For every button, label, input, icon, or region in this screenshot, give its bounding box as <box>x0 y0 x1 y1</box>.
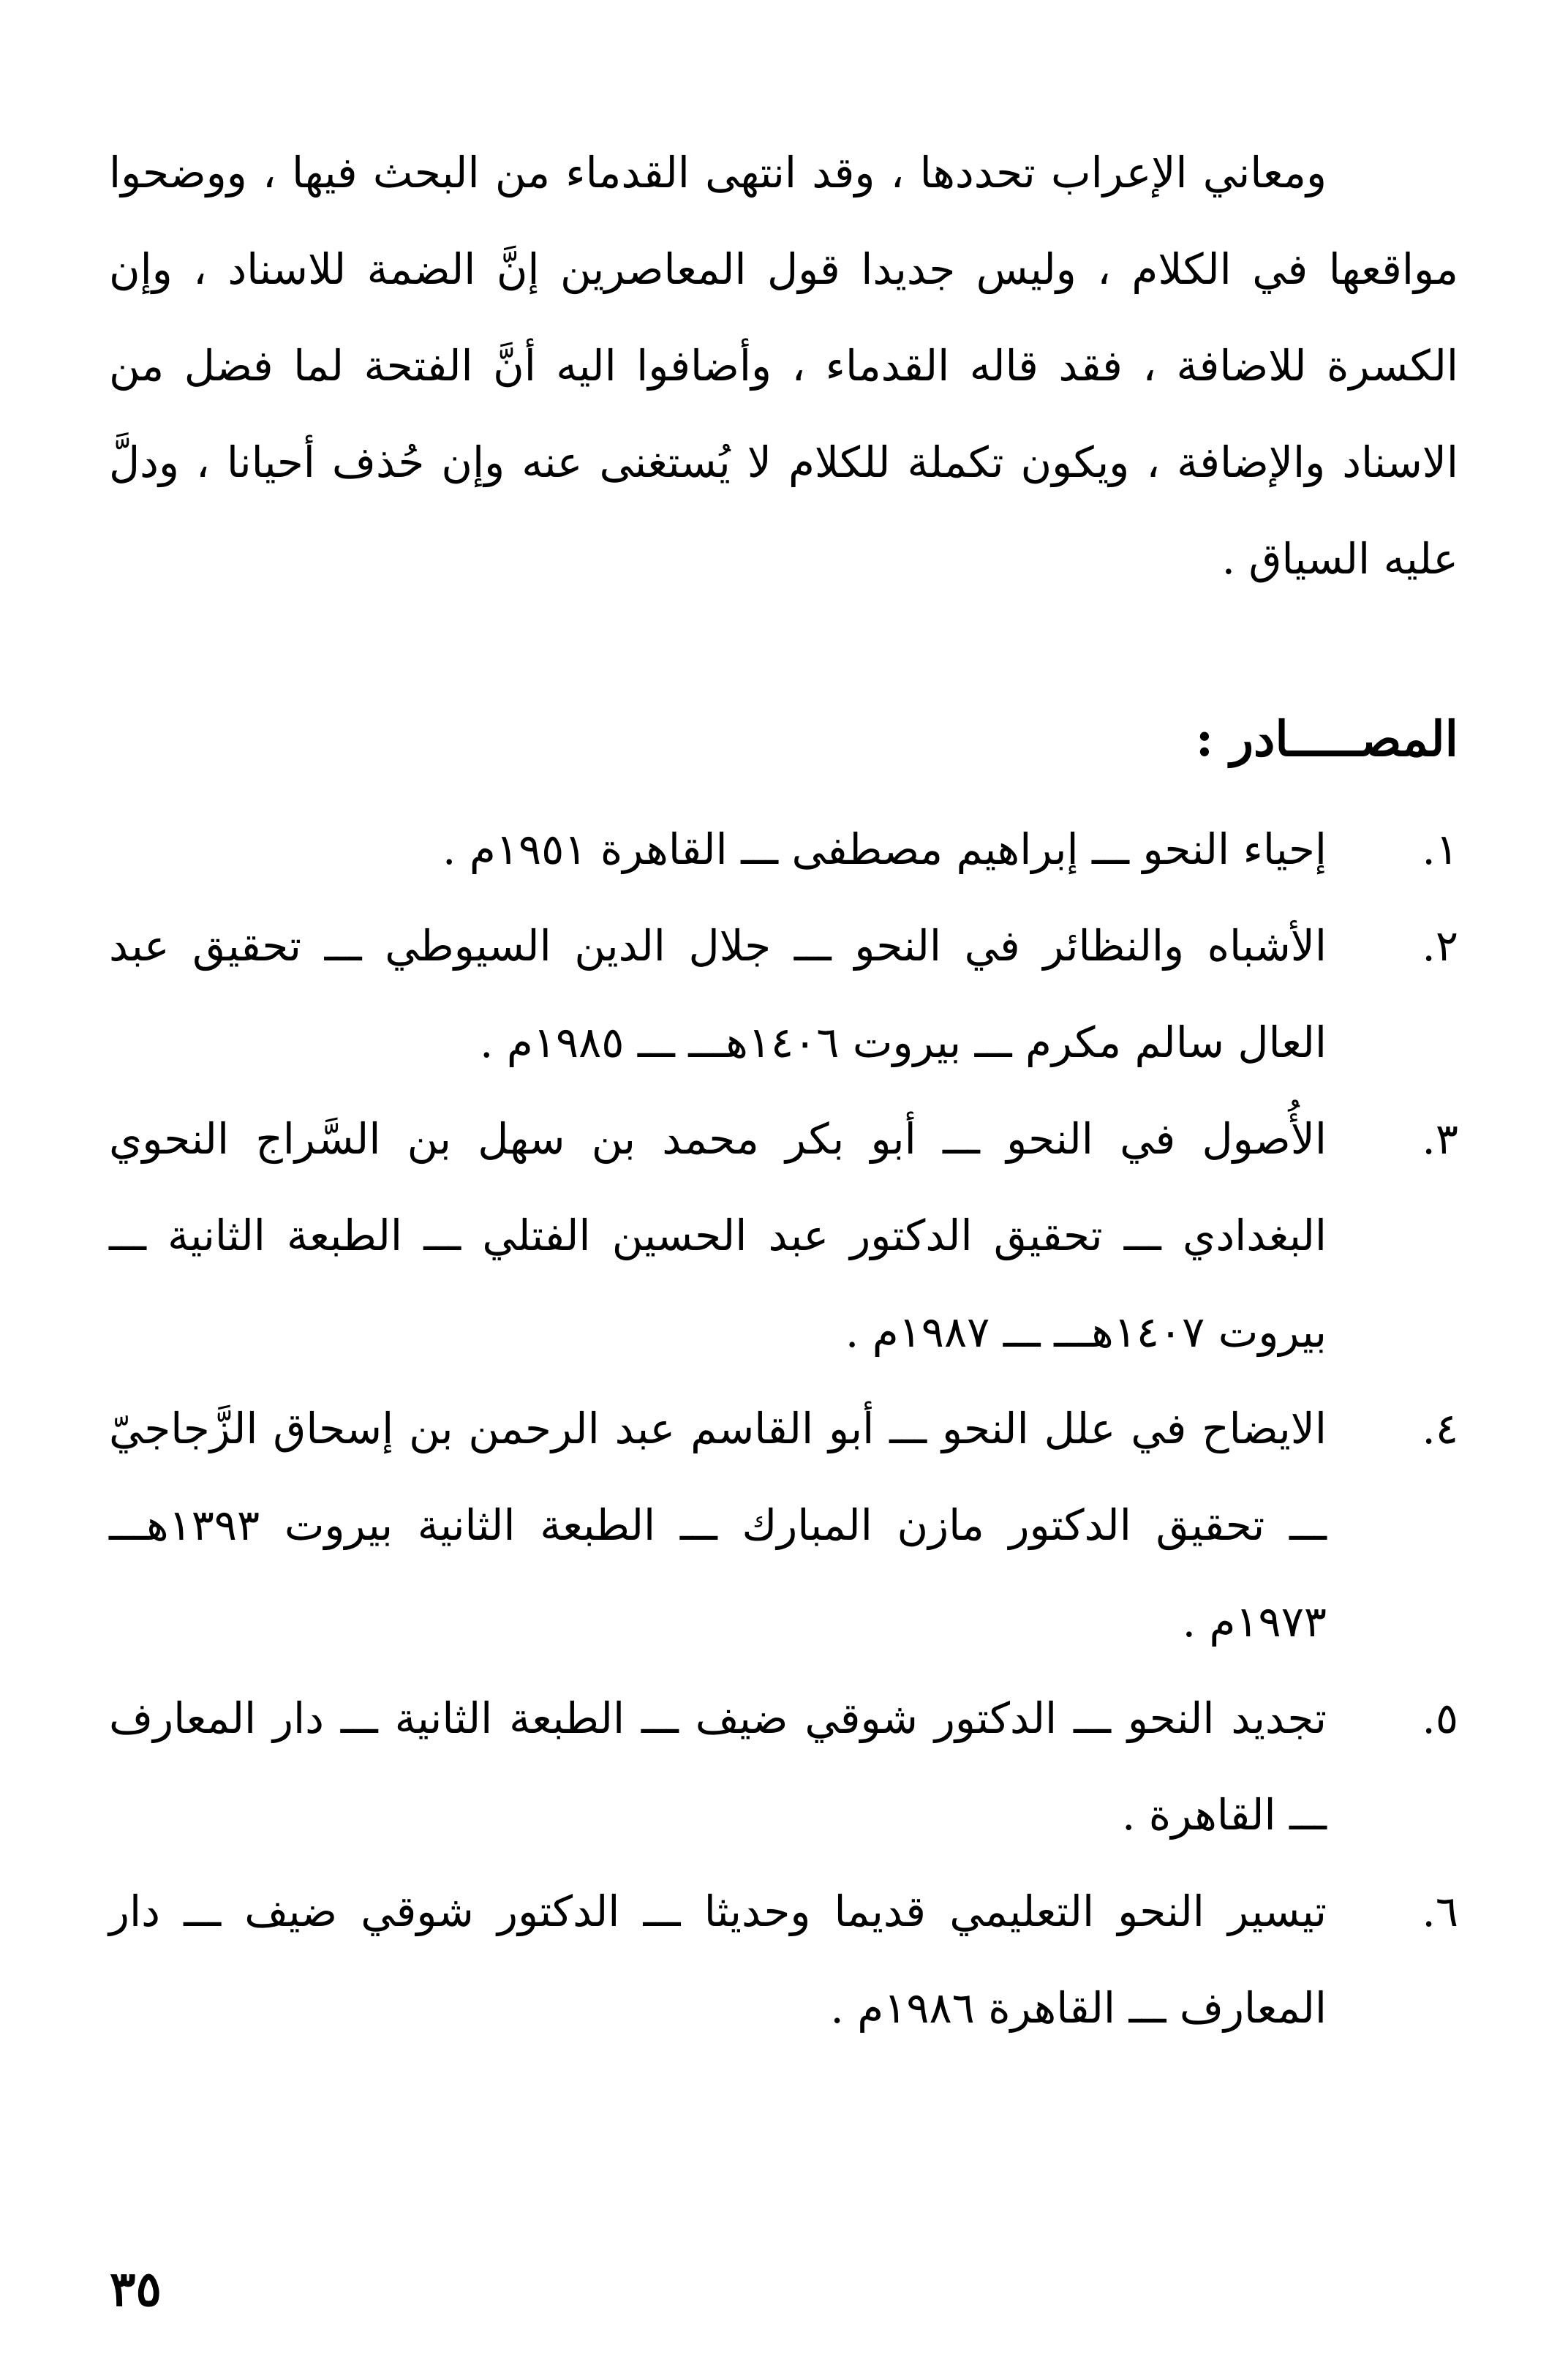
source-text: إحياء النحو ـــ إبراهيم مصطفى ـــ القاهرة ١٩٥١م . <box>442 824 1327 874</box>
source-number: ٣. <box>1422 1114 1458 1164</box>
source-number: ٥. <box>1422 1693 1458 1743</box>
sources-heading: المصـــــادر : <box>1195 710 1458 767</box>
source-text: الأُصول في النحو ـــ أبو بكر محمد بن سهل بن السَّراج النحوي البغدادي ـــ تحقيق الدكتور عبد الحسين الفتلي ـــ الطبعة الثانية ـــ بيروت ١٤٠٧هـــ ـــ ١٩٨٧م . <box>109 1114 1327 1357</box>
source-text: تجديد النحو ـــ الدكتور شوقي ضيف ـــ الطبعة الثانية ـــ دار المعارف ـــ القاهرة . <box>109 1693 1327 1840</box>
source-text: الايضاح في علل النحو ـــ أبو القاسم عبد الرحمن بن إسحاق الزَّجاجيّ ـــ تحقيق الدكتور مازن المبارك ـــ الطبعة الثانية بيروت ١٣٩٣هـــ ١٩٧٣م . <box>109 1404 1327 1647</box>
source-number: ٦. <box>1422 1886 1458 1936</box>
source-number: ٢. <box>1422 921 1458 971</box>
source-item <box>109 1091 1458 1380</box>
source-item <box>109 1380 1458 1670</box>
intro-paragraph-block <box>109 124 1458 607</box>
source-item <box>109 1670 1458 1863</box>
source-number: ٤. <box>1422 1404 1458 1453</box>
page-number: ٣٥ <box>110 2260 162 2317</box>
source-item <box>109 1863 1458 2056</box>
source-number: ١. <box>1422 824 1458 874</box>
source-text: تيسير النحو التعليمي قديما وحديثا ـــ الدكتور شوقي ضيف ـــ دار المعارف ـــ القاهرة ١٩٨٦م . <box>109 1886 1327 2033</box>
source-item <box>109 898 1458 1091</box>
source-item <box>109 801 1458 898</box>
sources-list <box>109 801 1458 2056</box>
intro-paragraph: ومعاني الإعراب تحددها ، وقد انتهى القدماء من البحث فيها ، ووضحوا مواقعها في الكلام ، وليس جديدا قول المعاصرين إنَّ الضمة للاسناد ، وإن الكسرة للاضافة ، فقد قاله القدماء ، وأضافوا اليه أنَّ الفتحة لما فضل من الاسناد والإضافة ، ويكون تكملة للكلام لا يُستغنى عنه وإن حُذف أحيانا ، ودلَّ عليه السياق . <box>109 148 1458 584</box>
source-text: الأشباه والنظائر في النحو ـــ جلال الدين السيوطي ـــ تحقيق عبد العال سالم مكرم ـــ بيروت ١٤٠٦هـــ ـــ ١٩٨٥م . <box>109 921 1327 1067</box>
